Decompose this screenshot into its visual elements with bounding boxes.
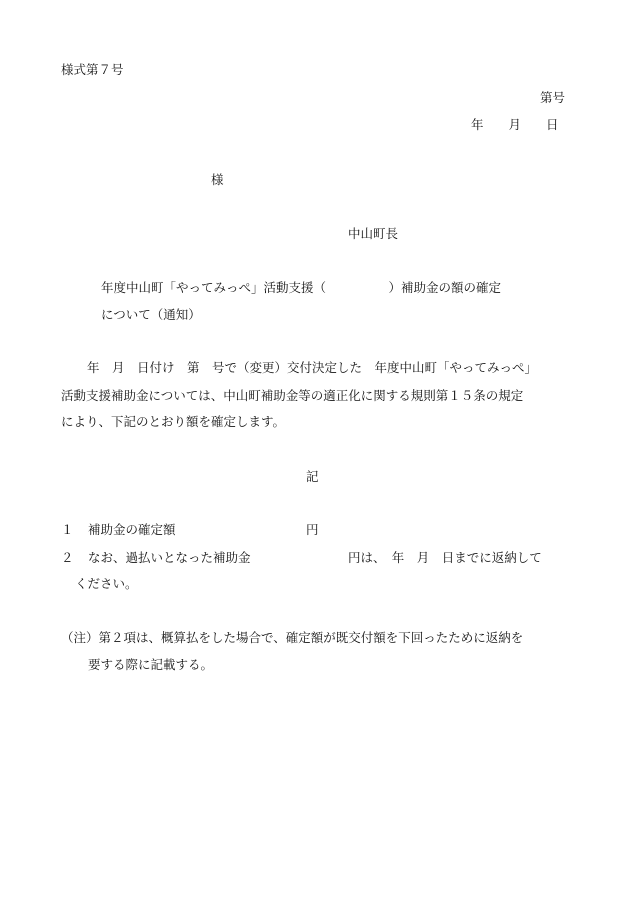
body-line-1: 年 月 日付け 第 号で（変更）交付決定した 年度中山町「やってみっぺ」 bbox=[87, 360, 538, 375]
note-line-2: 要する際に記載する。 bbox=[88, 657, 214, 672]
item-label: なお、過払いとなった補助金 bbox=[88, 550, 251, 565]
date-line: 年 月 日 bbox=[471, 117, 559, 132]
item-label: 補助金の確定額 bbox=[88, 522, 176, 537]
note-line-1: （注）第２項は、概算払をした場合で、確定額が既交付額を下回ったために返納を bbox=[61, 630, 524, 645]
item-value: 円は、 年 月 日までに返納して bbox=[348, 550, 542, 565]
body-line-2: 活動支援補助金については、中山町補助金等の適正化に関する規則第１５条の規定 bbox=[61, 388, 524, 403]
document-title-line-2: について（通知） bbox=[101, 307, 201, 322]
ki-heading: 記 bbox=[306, 469, 319, 484]
item-number: ２ bbox=[61, 550, 74, 565]
form-number: 様式第７号 bbox=[61, 62, 124, 77]
item-continuation: ください。 bbox=[75, 576, 138, 591]
body-line-3: により、下記のとおり額を確定します。 bbox=[61, 414, 286, 429]
item-number: １ bbox=[61, 522, 74, 537]
document-number: 第号 bbox=[540, 90, 566, 105]
sender-name: 中山町長 bbox=[348, 226, 399, 241]
addressee-suffix: 様 bbox=[211, 172, 224, 187]
item-value: 円 bbox=[306, 522, 319, 537]
document-title-line-1: 年度中山町「やってみっぺ」活動支援（ ）補助金の額の確定 bbox=[101, 280, 502, 295]
